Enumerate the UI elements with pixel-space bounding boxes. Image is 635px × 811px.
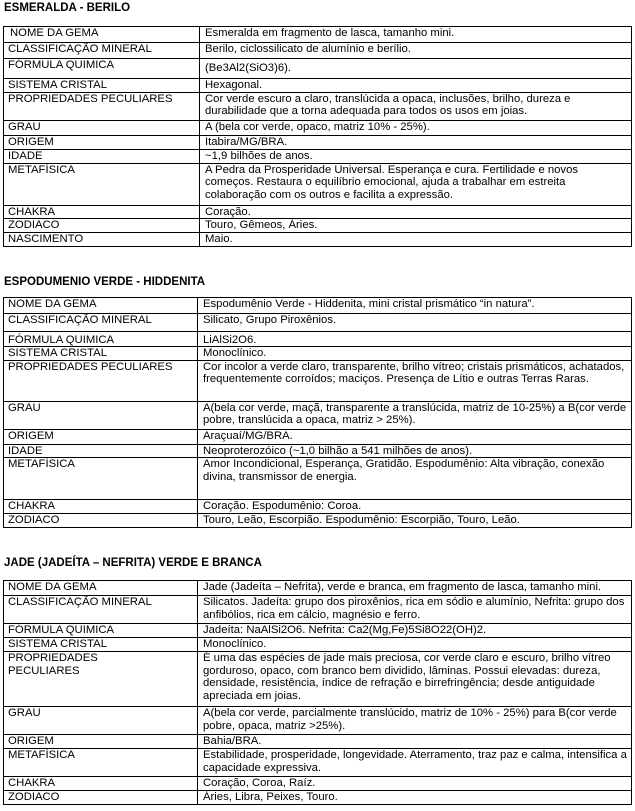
gem-table: [3, 26, 632, 247]
row-label: METAFÍSICA: [4, 163, 200, 205]
row-value: Monoclínico.: [198, 347, 632, 361]
row-value: Monoclínico.: [198, 638, 632, 652]
row-value: Hexagonal.: [200, 79, 632, 93]
row-value: Itabira/MG/BRA.: [200, 135, 632, 149]
row-value: A (bela cor verde, opaco, matriz 10% - 25%).: [200, 120, 632, 135]
row-value: ~1,9 bilhões de anos.: [200, 149, 632, 163]
row-value: LiAlSi2O6.: [198, 332, 632, 347]
row-label: PROPRIEDADES PECULIARES: [4, 92, 200, 120]
row-label: CHAKRA: [4, 205, 200, 219]
row-label: ORIGEM: [4, 735, 198, 749]
row-value: Áries, Libra, Peixes, Touro.: [198, 791, 632, 805]
row-value: É uma das espécies de jade mais preciosa, cor verde claro e escuro, brilho vítreo gorduroso, opaco, com branco bem dividido, lâminas. Possui elevadas: dureza, densidade, resistência, índice de refração e birrefringência; desde antiguidade apreciada em joias.: [198, 652, 632, 707]
row-value: Touro, Gêmeos, Áries.: [200, 219, 632, 233]
row-value: Silicato, Grupo Piroxênios.: [198, 314, 632, 332]
row-value: Amor Incondicional, Esperança, Gratidão. Espodumênio: Alta vibração, conexão divina, transmissor de energia.: [198, 458, 632, 500]
row-value: Cor verde escuro a claro, translúcida a opaca, inclusões, brilho, dureza e durabilidade que a torna adequada para todos os usos em joias.: [200, 92, 632, 120]
row-label: NASCIMENTO: [4, 233, 200, 247]
row-value: A Pedra da Prosperidade Universal. Esperança e cura. Fertilidade e novos começos. Restaura o equilíbrio emocional, ajuda a trabalhar em estreita colaboração com os outros e facilita a expressão.: [200, 163, 632, 205]
section-title: ESMERALDA - BERILO: [4, 2, 131, 14]
row-label: IDADE: [4, 149, 200, 163]
row-value: Bahia/BRA.: [198, 735, 632, 749]
row-value: Coração. Espodumênio: Coroa.: [198, 500, 632, 514]
row-value: Touro, Leão, Escorpião. Espodumênio: Escorpião, Touro, Leão.: [198, 514, 632, 528]
section-title: ESPODUMENIO VERDE - HIDDENITA: [4, 276, 206, 288]
row-label: ZODIACO: [4, 791, 198, 805]
row-value: Araçuaí/MG/BRA.: [198, 429, 632, 444]
row-label: FÓRMULA QUIMICA: [4, 624, 198, 638]
row-value: Jadeíta: NaAlSi2O6. Nefrita: Ca2(Mg,Fe)5Si8O22(OH)2.: [198, 624, 632, 638]
row-value: Berilo, ciclossilicato de alumínio e berílio.: [200, 43, 632, 59]
row-value: Cor incolor a verde claro, transparente, brilho vítreo; cristais prismáticos, achatados, frequentemente corroídos; maciços. Presença de Lítio e outras Terras Raras.: [198, 360, 632, 401]
row-label: GRAU: [4, 401, 198, 429]
row-value: (Be3Al2(SiO3)6).: [200, 59, 632, 79]
row-label: METAFÍSICA: [4, 749, 198, 777]
row-value: Neoproterozóico (~1,0 bilhão a 541 milhões de anos).: [198, 444, 632, 458]
row-label: NOME DA GEMA: [4, 581, 198, 596]
row-label: FÓRMULA QUIMICA: [4, 332, 198, 347]
row-value: Esmeralda em fragmento de lasca, tamanho mini.: [200, 27, 632, 43]
gem-table: [3, 297, 632, 528]
row-label: PROPRIEDADES PECULIARES: [4, 360, 198, 401]
row-value: Maio.: [200, 233, 632, 247]
row-label: SISTEMA CRISTAL: [4, 79, 200, 93]
row-label: FÓRMULA QUIMICA: [4, 59, 200, 79]
row-label: CHAKRA: [4, 777, 198, 791]
row-value: Estabilidade, prosperidade, longevidade. Aterramento, traz paz e calma, intensifica a capacidade expressiva.: [198, 749, 632, 777]
gem-table: [3, 580, 632, 805]
row-value: Jade (Jadeíta – Nefrita), verde e branca, em fragmento de lasca, tamanho mini.: [198, 581, 632, 596]
row-value: A(bela cor verde, maçã, transparente a translúcida, matriz de 10-25%) a B(cor verde pobre, translúcida a opaca, matriz > 25%).: [198, 401, 632, 429]
row-label: NOME DA GEMA: [4, 27, 200, 43]
row-label: PROPRIEDADES PECULIARES: [4, 652, 198, 707]
row-value: Coração, Coroa, Raíz.: [198, 777, 632, 791]
row-label: GRAU: [4, 120, 200, 135]
row-label: ZODIACO: [4, 514, 198, 528]
row-value: Coração.: [200, 205, 632, 219]
row-label: ORIGEM: [4, 429, 198, 444]
row-label: NOME DA GEMA: [4, 298, 198, 314]
row-label: ZODIACO: [4, 219, 200, 233]
row-value: A(bela cor verde, parcialmente translúcido, matriz de 10% - 25%) para B(cor verde pobre, opaca, matriz >25%).: [198, 707, 632, 735]
row-label: CLASSIFICAÇÃO MINERAL: [4, 596, 198, 624]
row-label: ORIGEM: [4, 135, 200, 149]
row-label: CHAKRA: [4, 500, 198, 514]
row-value: Espodumênio Verde - Hiddenita, mini cristal prismático “in natura”.: [198, 298, 632, 314]
row-label: CLASSIFICAÇÃO MINERAL: [4, 314, 198, 332]
row-label: SISTEMA CRISTAL: [4, 347, 198, 361]
section-title: JADE (JADEÍTA – NEFRITA) VERDE E BRANCA: [4, 557, 262, 569]
row-label: GRAU: [4, 707, 198, 735]
row-label: CLASSIFICAÇÃO MINERAL: [4, 43, 200, 59]
row-label: METAFÍSICA: [4, 458, 198, 500]
row-value: Silicatos. Jadeíta: grupo dos piroxênios, rica em sódio e alumínio, Nefrita: grupo dos anfibólios, rica em cálcio, magnésio e ferro.: [198, 596, 632, 624]
row-label: IDADE: [4, 444, 198, 458]
row-label: SISTEMA CRISTAL: [4, 638, 198, 652]
